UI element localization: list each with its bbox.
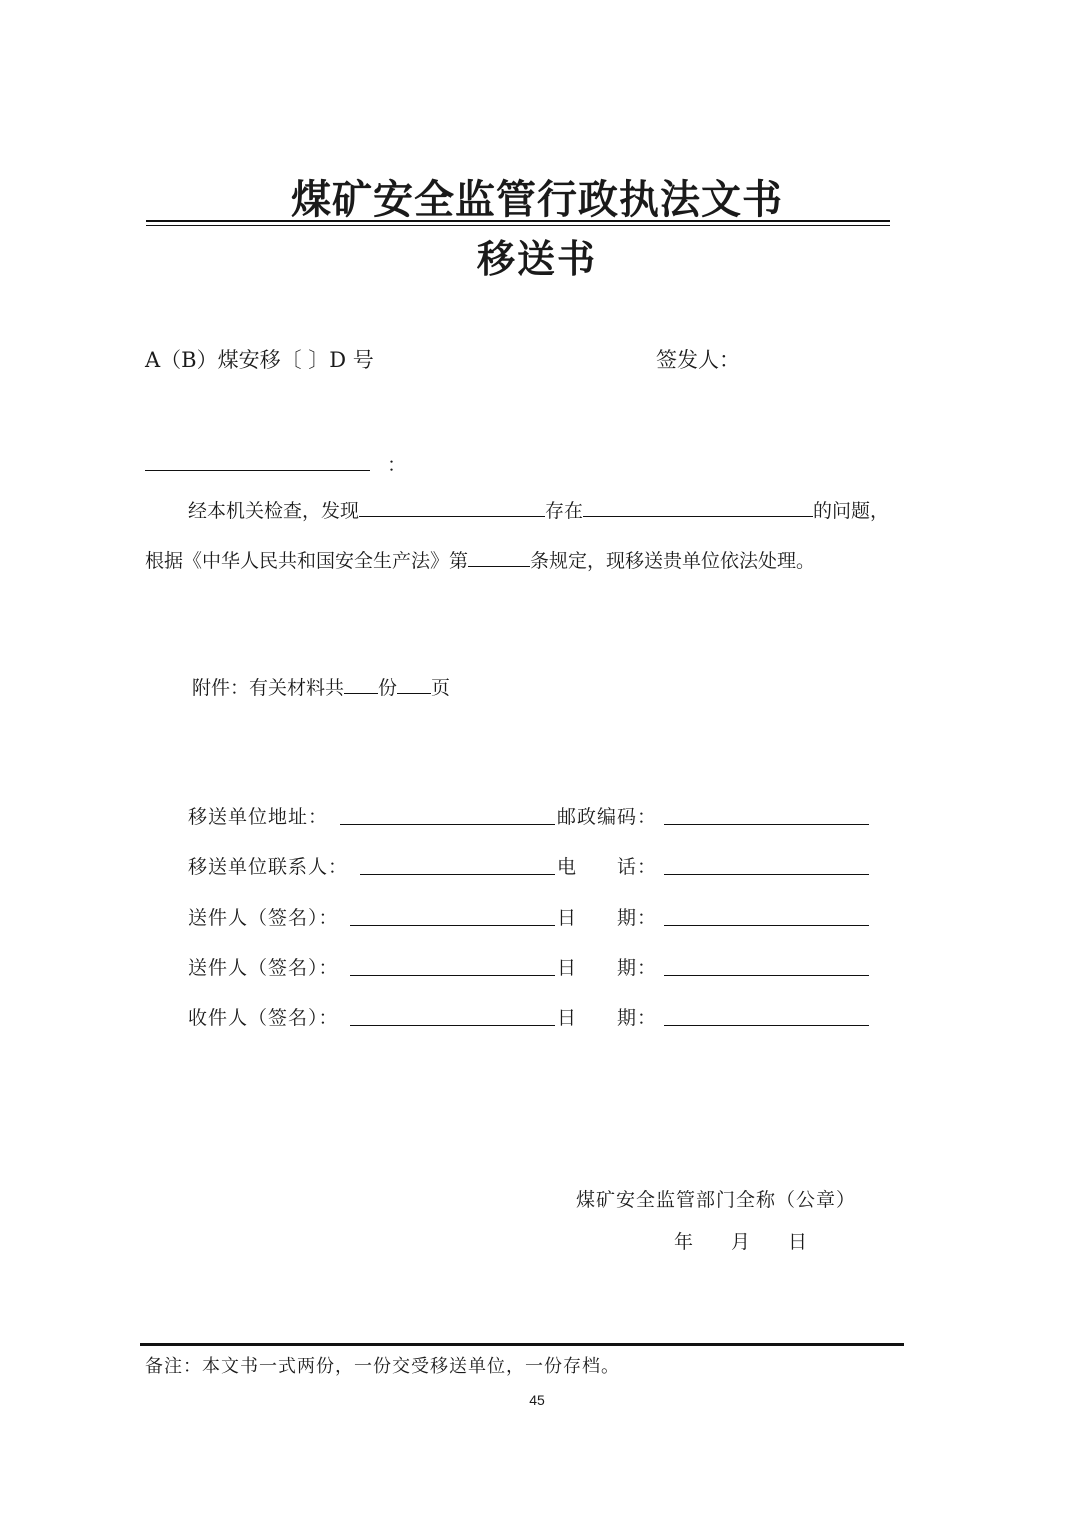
body-text-problem: 的问题， <box>813 500 890 522</box>
document-subtitle: 移送书 <box>476 237 597 281</box>
field-row-5-right <box>664 1005 869 1030</box>
issuer-label: 签发人： <box>656 348 740 372</box>
unit-blank[interactable] <box>359 496 545 517</box>
field-label-address: 移送单位地址： <box>188 806 329 828</box>
body-line-1 <box>188 496 889 523</box>
contact-blank[interactable] <box>360 854 555 875</box>
field-label-phone: 电 话： <box>557 856 658 878</box>
copies-blank[interactable] <box>344 673 378 694</box>
phone-blank[interactable] <box>664 854 869 875</box>
field-label-date-1: 日 期： <box>557 907 658 929</box>
field-label-date-3: 日 期： <box>557 1007 658 1029</box>
body-text-transfer: 条规定，现移送贵单位依法处理。 <box>530 550 816 572</box>
attachment-pages-unit: 页 <box>431 677 451 699</box>
recipient-colon: ： <box>387 454 407 476</box>
footer-rule <box>140 1343 904 1346</box>
body-text-exists: 存在 <box>545 500 584 522</box>
field-row-4-left <box>350 955 555 980</box>
field-row-4-right <box>664 955 869 980</box>
field-label-postcode: 邮政编码： <box>557 806 658 828</box>
issue-date: 年 月 日 <box>674 1231 808 1253</box>
document-title: 煤矿安全监管行政执法文书 <box>291 177 783 223</box>
field-row-5-left <box>350 1005 555 1030</box>
attachment-label: 附件：有关材料共 <box>192 677 345 699</box>
date-1-blank[interactable] <box>664 905 869 926</box>
title-rule-thin <box>146 225 890 226</box>
recipient-line <box>145 450 406 477</box>
field-label-sender-1: 送件人（签名）： <box>188 907 339 929</box>
recipient-blank[interactable] <box>145 450 370 471</box>
pages-blank[interactable] <box>397 673 431 694</box>
body-text-found: 经本机关检查，发现 <box>188 500 360 522</box>
field-row-1-left <box>340 804 555 829</box>
field-label-contact: 移送单位联系人： <box>188 856 349 878</box>
field-label-date-2: 日 期： <box>557 957 658 979</box>
attachment-copies-unit: 份 <box>378 677 398 699</box>
problem-blank[interactable] <box>583 496 813 517</box>
document-number: A（B）煤安移〔 〕D 号 <box>145 348 374 372</box>
body-line-2 <box>145 546 815 573</box>
page-number: 45 <box>529 1392 545 1408</box>
postcode-blank[interactable] <box>664 804 869 825</box>
sender-2-blank[interactable] <box>350 955 555 976</box>
receiver-blank[interactable] <box>350 1005 555 1026</box>
date-3-blank[interactable] <box>664 1005 869 1026</box>
field-row-3-left <box>350 905 555 930</box>
field-row-3-right <box>664 905 869 930</box>
attachment-line <box>192 673 450 700</box>
footer-note: 备注：本文书一式两份，一份交受移送单位，一份存档。 <box>145 1356 620 1377</box>
issuing-org-seal: 煤矿安全监管部门全称（公章） <box>576 1189 857 1211</box>
field-row-2-left <box>360 854 555 879</box>
address-blank[interactable] <box>340 804 555 825</box>
field-row-1-right <box>664 804 869 829</box>
field-label-sender-2: 送件人（签名）： <box>188 957 339 979</box>
article-blank[interactable] <box>468 546 530 567</box>
field-label-receiver: 收件人（签名）： <box>188 1007 339 1029</box>
title-rule-thick <box>146 220 890 222</box>
body-text-law: 根据《中华人民共和国安全生产法》第 <box>145 550 469 572</box>
sender-1-blank[interactable] <box>350 905 555 926</box>
date-2-blank[interactable] <box>664 955 869 976</box>
field-row-2-right <box>664 854 869 879</box>
